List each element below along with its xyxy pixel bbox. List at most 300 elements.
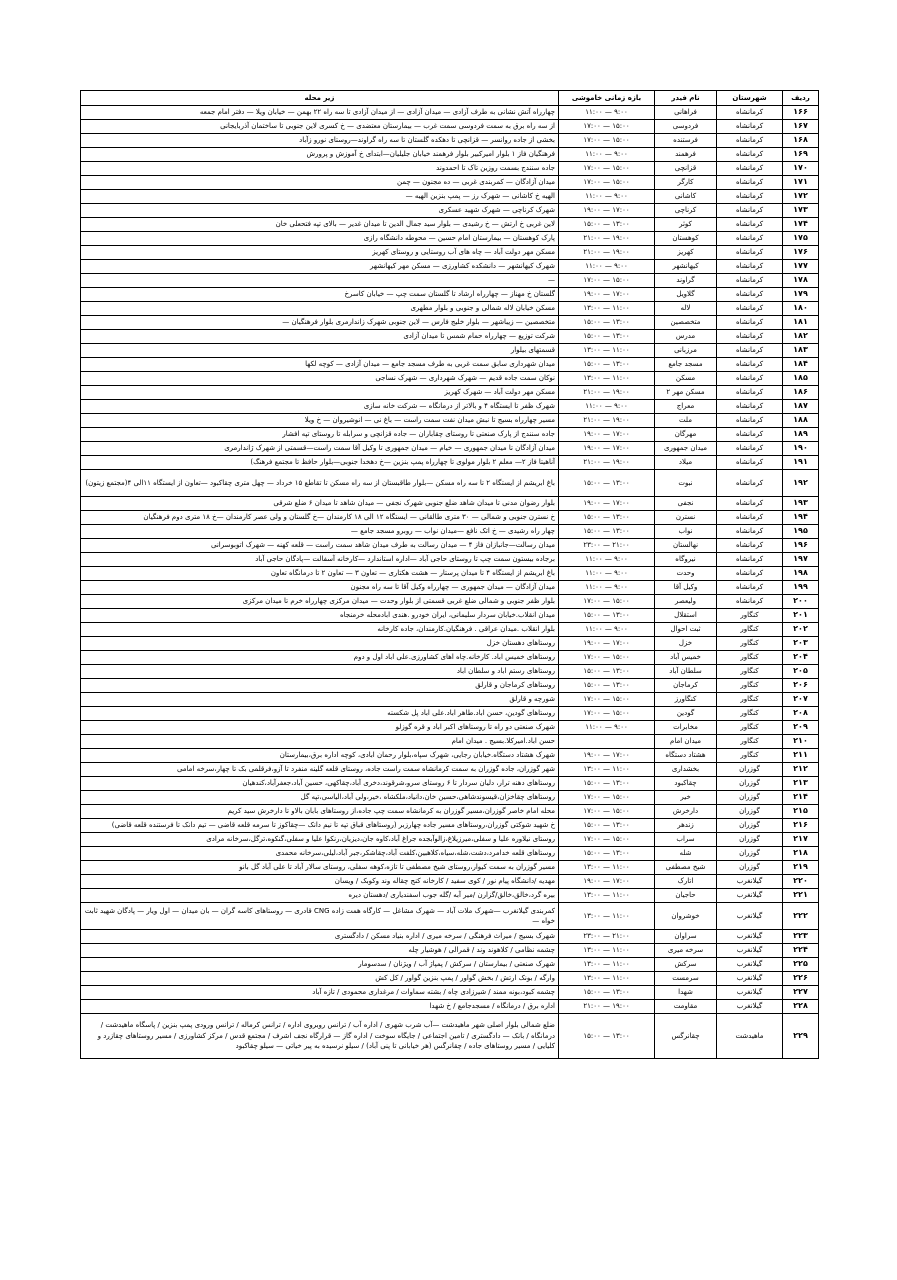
city-cell: گوزران: [717, 861, 783, 875]
city-cell: کرمانشاه: [717, 414, 783, 428]
feeder-cell: اتارک: [655, 875, 717, 889]
table-row: [81, 358, 819, 372]
time-range-cell: ۹:۰۰ — ۱۱:۰۰: [559, 581, 655, 595]
time-range-cell: ۱۳:۰۰ — ۱۵:۰۰: [559, 847, 655, 861]
row-number-cell: ۲۲۲: [783, 903, 819, 930]
sub-area-cell: میدان شهرداری سابق سمت غربی به طرف مسجد جامع — میدان آزادی — کوچه لکها: [81, 358, 559, 372]
table-row: [81, 386, 819, 400]
city-cell: گیلانغرب: [717, 930, 783, 944]
sub-area-cell: شهرک بسیج / میراث فرهنگی / سرخه میری / اداره بنیاد مسکن / دادگستری: [81, 930, 559, 944]
city-cell: کرمانشاه: [717, 539, 783, 553]
time-range-cell: ۹:۰۰ — ۱۱:۰۰: [559, 190, 655, 204]
sub-area-cell: برجاده بیستون سمت چپ تا روستای حاجی آباد —اداره استاندارد —کارخانه آسفالت —پادگان حاجی آباد: [81, 553, 559, 567]
time-range-cell: ۱۱:۰۰ — ۱۳:۰۰: [559, 972, 655, 986]
row-number-cell: ۱۸۹: [783, 428, 819, 442]
sub-area-cell: —: [81, 274, 559, 288]
row-number-cell: ۲۱۵: [783, 805, 819, 819]
city-cell: کرمانشاه: [717, 511, 783, 525]
sub-area-cell: بلوار انقلاب .میدان عراقی . فرهنگیان.کارمندان، جاده کارخانه: [81, 623, 559, 637]
table-row: [81, 777, 819, 791]
sub-area-cell: مسکن مهر دولت آباد — چاه های آب روستایی و روستای کهریز: [81, 246, 559, 260]
time-range-cell: ۹:۰۰ — ۱۱:۰۰: [559, 400, 655, 414]
table-row: [81, 162, 819, 176]
sub-area-cell: چشمه نظامی / کلاهوند وند / قمرالی / هوشیار چله: [81, 944, 559, 958]
sub-area-cell: شهرک هشتاد دستگاه.خیابان رجایی، شهرک سپاه،بلوار رحمان ابادی، کوچه اداره برق،بیمارستان: [81, 749, 559, 763]
city-cell: گوزران: [717, 847, 783, 861]
time-range-cell: ۱۷:۰۰ — ۱۹:۰۰: [559, 428, 655, 442]
time-range-cell: ۱۷:۰۰ — ۱۹:۰۰: [559, 637, 655, 651]
row-number-cell: ۱۸۰: [783, 302, 819, 316]
row-number-cell: ۱۸۵: [783, 372, 819, 386]
sub-area-cell: وارگه / بونک ارتش / بخش گواور / پمپ بنزین گواور / کل کش: [81, 972, 559, 986]
feeder-cell: فرهمند: [655, 148, 717, 162]
row-number-cell: ۲۰۸: [783, 707, 819, 721]
row-number-cell: ۲۲۹: [783, 1014, 819, 1059]
sub-area-cell: بخشی از جاده روانسر — قزانچی تا دهکده گلستان تا سه راه گراوند—روستای نورو زآباد: [81, 134, 559, 148]
table-row: [81, 539, 819, 553]
table-row: [81, 707, 819, 721]
row-number-cell: ۲۰۵: [783, 665, 819, 679]
table-row: [81, 260, 819, 274]
city-cell: کرمانشاه: [717, 330, 783, 344]
city-cell: کرمانشاه: [717, 497, 783, 511]
city-cell: ماهیدشت: [717, 1014, 783, 1059]
table-row: [81, 148, 819, 162]
row-number-cell: ۱۹۱: [783, 456, 819, 470]
city-cell: کنگاور: [717, 707, 783, 721]
city-cell: کنگاور: [717, 651, 783, 665]
time-range-cell: ۱۵:۰۰ — ۱۷:۰۰: [559, 134, 655, 148]
city-cell: کنگاور: [717, 749, 783, 763]
table-row: [81, 623, 819, 637]
feeder-cell: نبوت: [655, 470, 717, 497]
sub-area-cell: شرکت توزیع — چهارراه حمام شمس تا میدان آزادی: [81, 330, 559, 344]
sub-area-cell: روستاهای دهنه ترار، دلیان سردار تا ۶ روستای سرو،شرقوند،دخری آباد،چقاکهی، حسین آباد،جعفرآباد،کندهیان: [81, 777, 559, 791]
time-range-cell: ۱۱:۰۰ — ۱۳:۰۰: [559, 344, 655, 358]
feeder-cell: معراج: [655, 400, 717, 414]
sub-area-cell: باغ ابریشم از ایستگاه ۲ تا سه راه مسکن —بلوار طاقبستان از سه راه مسکن تا تقاطع ۱۵ خرداد — چهل متری چقاکبود —تعاون از ایستگاه ۱۱الی ۴(مجتمع زیتون): [81, 470, 559, 497]
sub-area-cell: مسکن مهر دولت آباد — شهرک کهریز: [81, 386, 559, 400]
feeder-cell: مسجد جامع: [655, 358, 717, 372]
table-row: [81, 847, 819, 861]
table-row: [81, 344, 819, 358]
time-range-cell: ۱۳:۰۰ — ۱۵:۰۰: [559, 609, 655, 623]
table-row: [81, 511, 819, 525]
sub-area-cell: پارک کوهستان — بیمارستان امام حسین — محوطه دانشگاه رازی: [81, 232, 559, 246]
sub-area-cell: شهرک کرناچی — شهرک شهید عسکری: [81, 204, 559, 218]
table-row: [81, 679, 819, 693]
time-range-cell: ۱۷:۰۰ — ۱۹:۰۰: [559, 442, 655, 456]
city-cell: کرمانشاه: [717, 246, 783, 260]
time-range-cell: ۱۵:۰۰ — ۱۷:۰۰: [559, 651, 655, 665]
sub-area-cell: شهرک صنعتی / بیمارستان / سرکش / پمپاژ آب / ویژنان / سدسومار: [81, 958, 559, 972]
time-range-cell: ۹:۰۰ — ۱۱:۰۰: [559, 553, 655, 567]
row-number-cell: ۲۱۳: [783, 777, 819, 791]
feeder-cell: مهرگان: [655, 428, 717, 442]
time-range-cell: ۱۹:۰۰ — ۲۱:۰۰: [559, 246, 655, 260]
time-range-cell: ۱۹:۰۰ — ۲۱:۰۰: [559, 456, 655, 470]
feeder-cell: مسکن: [655, 372, 717, 386]
city-cell: کرمانشاه: [717, 134, 783, 148]
city-cell: کرمانشاه: [717, 120, 783, 134]
time-range-cell: ۱۹:۰۰ — ۲۱:۰۰: [559, 414, 655, 428]
time-range-cell: ۱۳:۰۰ — ۱۵:۰۰: [559, 777, 655, 791]
time-range-cell: ۱۳:۰۰ — ۱۵:۰۰: [559, 218, 655, 232]
time-range-cell: ۱۱:۰۰ — ۱۳:۰۰: [559, 861, 655, 875]
sub-area-cell: کمربندی گیلانغرب —شهرک ملات آباد — شهرک مشاغل — کارگاه همت زاده CNG قادری — روستاهای کاسه گران — بان میدان — اول ویار — پادگان شهید ثابت خواه —: [81, 903, 559, 930]
table-row: [81, 232, 819, 246]
feeder-cell: فرستنده: [655, 134, 717, 148]
sub-area-cell: نوکان سمت جاده قدیم — شهرک شهرداری — شهرک نساجی: [81, 372, 559, 386]
sub-area-cell: روستاهای چقاخزان،قیسوندشاهی،حسین خان،دانیاد،ملکشاه ،خیر،ولی آباد،الیاسی،تپه گل: [81, 791, 559, 805]
time-range-cell: ۱۳:۰۰ — ۱۵:۰۰: [559, 679, 655, 693]
sub-area-cell: گلستان خ مهناز — چهارراه ارشاد تا گلستان سمت چپ — خیابان کاسرخ: [81, 288, 559, 302]
feeder-cell: چقانرگس: [655, 1014, 717, 1059]
sub-area-cell: روستاهای رستم اباد و سلطان اباد: [81, 665, 559, 679]
row-number-cell: ۱۹۳: [783, 497, 819, 511]
time-range-cell: ۹:۰۰ — ۱۱:۰۰: [559, 721, 655, 735]
feeder-cell: ملت: [655, 414, 717, 428]
row-number-cell: ۲۰۶: [783, 679, 819, 693]
city-cell: کرمانشاه: [717, 260, 783, 274]
sub-area-cell: مهدیه /دانشگاه پیام نور / کوی سفید / کارخانه کنج چقاله وند وکوبک / ویسان: [81, 875, 559, 889]
time-range-cell: ۱۱:۰۰ — ۱۳:۰۰: [559, 944, 655, 958]
city-cell: گوزران: [717, 805, 783, 819]
table-row: [81, 553, 819, 567]
feeder-cell: کوثر: [655, 218, 717, 232]
feeder-cell: میلاد: [655, 456, 717, 470]
row-number-cell: ۱۹۵: [783, 525, 819, 539]
feeder-cell: کارگر: [655, 176, 717, 190]
time-range-cell: ۱۷:۰۰ — ۱۹:۰۰: [559, 204, 655, 218]
feeder-cell: شله: [655, 847, 717, 861]
feeder-cell: نواب: [655, 525, 717, 539]
feeder-cell: ثبت احوال: [655, 623, 717, 637]
row-number-cell: ۱۶۶: [783, 106, 819, 120]
row-number-cell: ۱۷۰: [783, 162, 819, 176]
sub-area-cell: ضلع شمالی بلوار اصلی شهر ماهیدشت —آب شرب شهری / اداره آب / ترانس روبروی اداره / ترانس کرماله / ترانس ورودی پمپ بنزین / پاسگاه ماهیدشت / درمانگاه / بانک — دادگستری / تامین اجتماعی / جایگاه سوخت / اداره گاز — قرارگاه نجف اشرف / مجتمع قدس / مرکز کشاورزی / مسیر روستاهای چقازرد و کلیایی / مسیر روستاهای جاده / چقانرگس (هر خیابانی تا پنی آباد) / سیلو نرسیده به پیر خیاتی — سیلو چقاکبود: [81, 1014, 559, 1059]
table-row: [81, 246, 819, 260]
time-range-cell: ۱۳:۰۰ — ۱۵:۰۰: [559, 316, 655, 330]
time-range-cell: ۱۳:۰۰ — ۱۵:۰۰: [559, 986, 655, 1000]
feeder-cell: کیهانشهر: [655, 260, 717, 274]
row-number-cell: ۱۹۴: [783, 511, 819, 525]
table-row: [81, 875, 819, 889]
row-number-cell: ۱۸۴: [783, 358, 819, 372]
table-row: [81, 581, 819, 595]
table-row: [81, 302, 819, 316]
row-number-cell: ۲۰۲: [783, 623, 819, 637]
city-cell: کرمانشاه: [717, 288, 783, 302]
sub-area-cell: شورچه و قارلق: [81, 693, 559, 707]
table-row: [81, 861, 819, 875]
time-range-cell: ۱۵:۰۰ — ۱۷:۰۰: [559, 176, 655, 190]
feeder-cell: مرزبانی: [655, 344, 717, 358]
sub-area-cell: از سه راه برق به سمت فردوسی سمت غرب — بیمارستان معتضدی — خ کسری لاین جنوبی تا ساختمان آذربایجانی: [81, 120, 559, 134]
feeder-cell: کنگاورز: [655, 693, 717, 707]
time-range-cell: ۱۳:۰۰ — ۱۵:۰۰: [559, 1014, 655, 1059]
feeder-cell: قزانچی: [655, 162, 717, 176]
row-number-cell: ۲۲۷: [783, 986, 819, 1000]
city-cell: گیلانغرب: [717, 986, 783, 1000]
time-range-cell: ۲۱:۰۰ — ۲۳:۰۰: [559, 930, 655, 944]
feeder-cell: خیر: [655, 791, 717, 805]
sub-area-cell: روستاهای دهستان خزل: [81, 637, 559, 651]
time-range-cell: ۹:۰۰ — ۱۱:۰۰: [559, 106, 655, 120]
sub-area-cell: چهارراه آتش نشانی به طرف آزادی — میدان آزادی — از میدان آزادی تا سه راه ۲۲ بهمن — خیابان ویلا — دفتر امام جمعه: [81, 106, 559, 120]
time-range-cell: [559, 735, 655, 749]
row-number-cell: ۲۰۷: [783, 693, 819, 707]
sub-area-cell: شهرک صنعتی دو راه تا روستاهای اکبر اباد و قره گوزلو: [81, 721, 559, 735]
time-range-cell: ۱۱:۰۰ — ۱۳:۰۰: [559, 372, 655, 386]
sub-area-cell: چهار راه رشیدی — خ اتک نافع —میدان نواب — روبرو مسجد جامع —: [81, 525, 559, 539]
row-number-cell: ۱۷۳: [783, 204, 819, 218]
row-number-cell: ۲۰۹: [783, 721, 819, 735]
table-row: [81, 456, 819, 470]
time-range-cell: ۱۵:۰۰ — ۱۷:۰۰: [559, 274, 655, 288]
city-cell: کرمانشاه: [717, 148, 783, 162]
city-cell: گوزران: [717, 833, 783, 847]
row-number-cell: ۲۱۰: [783, 735, 819, 749]
time-range-cell: ۹:۰۰ — ۱۱:۰۰: [559, 260, 655, 274]
sub-area-cell: شهر گوزران، جاده گوزران به سمت کرمانشاه سمت راست جاده، روستای قلعه گلینه منفرد تا آزو،فرقلمی بک تا چهار،سرخه امامی: [81, 763, 559, 777]
row-number-cell: ۱۸۷: [783, 400, 819, 414]
table-row: [81, 595, 819, 609]
city-cell: کرمانشاه: [717, 595, 783, 609]
feeder-cell: دارخرش: [655, 805, 717, 819]
time-range-cell: ۱۷:۰۰ — ۱۹:۰۰: [559, 875, 655, 889]
time-range-cell: ۱۱:۰۰ — ۱۳:۰۰: [559, 302, 655, 316]
table-row: [81, 525, 819, 539]
feeder-cell: حاجیان: [655, 889, 717, 903]
row-number-cell: ۲۱۴: [783, 791, 819, 805]
header-time-range: بازه زمانی خاموشی: [559, 91, 655, 106]
header-feeder: نام فیدر: [655, 91, 717, 106]
time-range-cell: ۱۵:۰۰ — ۱۷:۰۰: [559, 162, 655, 176]
sub-area-cell: فرهنگیان فاز ۱ بلوار امیرکبیر بلوار فرهمند خیابان جلیلیان—ابتدای خ آموزش و پرورش: [81, 148, 559, 162]
sub-area-cell: الهیه خ کاشانی — شهرک رز — پمپ بنزین الهیه —: [81, 190, 559, 204]
row-number-cell: ۱۸۶: [783, 386, 819, 400]
table-row: [81, 958, 819, 972]
city-cell: کرمانشاه: [717, 567, 783, 581]
time-range-cell: ۱۱:۰۰ — ۱۳:۰۰: [559, 889, 655, 903]
city-cell: کرمانشاه: [717, 525, 783, 539]
feeder-cell: کوهستان: [655, 232, 717, 246]
sub-area-cell: میدان انقلاب.خیابان سردار سلیمانی، ایران خودرو .هندی ابادمحله خرمنجاه: [81, 609, 559, 623]
row-number-cell: ۱۶۷: [783, 120, 819, 134]
time-range-cell: ۱۵:۰۰ — ۱۷:۰۰: [559, 805, 655, 819]
table-row: [81, 428, 819, 442]
sub-area-cell: بلوار ظفر جنوبی و شمالی ضلع غربی قسمتی از بلوار وحدت — میدان مرکزی چهارراه خرم تا میدان مرکزی: [81, 595, 559, 609]
header-row-number: ردیف: [783, 91, 819, 106]
sub-area-cell: قسمتهای بیلوار: [81, 344, 559, 358]
city-cell: گیلانغرب: [717, 944, 783, 958]
feeder-cell: کهریز: [655, 246, 717, 260]
table-row: [81, 735, 819, 749]
feeder-cell: چقاکبود: [655, 777, 717, 791]
table-row: [81, 330, 819, 344]
row-number-cell: ۲۲۰: [783, 875, 819, 889]
feeder-cell: میدان امام: [655, 735, 717, 749]
table-row: [81, 665, 819, 679]
table-row: [81, 889, 819, 903]
table-row: [81, 470, 819, 497]
table-row: [81, 497, 819, 511]
city-cell: گیلانغرب: [717, 903, 783, 930]
sub-area-cell: میدان آزادگان — میدان جمهوری — چهارراه وکیل آقا تا سه راه مجنون: [81, 581, 559, 595]
row-number-cell: ۱۷۸: [783, 274, 819, 288]
city-cell: گوزران: [717, 791, 783, 805]
city-cell: گیلانغرب: [717, 875, 783, 889]
row-number-cell: ۲۱۹: [783, 861, 819, 875]
table-row: [81, 288, 819, 302]
row-number-cell: ۱۶۸: [783, 134, 819, 148]
sub-area-cell: روستاهای خمیس اباد. کارخانه.چاه اهای کشاورزی.علی اباد اول و دوم: [81, 651, 559, 665]
sub-area-cell: خ نسترن جنوبی و شمالی — ۳۰ متری طالقانی — ایستگاه ۱۲ الی ۱۸ کارمندان —خ گلستان و ولی عصر کارمندان —خ ۱۸ متری دوم فرهنگیان: [81, 511, 559, 525]
feeder-cell: ولیعصر: [655, 595, 717, 609]
city-cell: گوزران: [717, 819, 783, 833]
table-row: [81, 609, 819, 623]
time-range-cell: ۱۱:۰۰ — ۱۳:۰۰: [559, 763, 655, 777]
table-row: [81, 1014, 819, 1059]
sub-area-cell: روستای نیلاوره علیا و سفلی،میرزیلاغ،زالوآبجده جراغ آباد،کاوه جان،دیزیان،رنکوا علیا و سفلی،گنکوه،ترگل،سرخانه مرادی: [81, 833, 559, 847]
feeder-cell: مقاومت: [655, 1000, 717, 1014]
table-row: [81, 986, 819, 1000]
sub-area-cell: اداره برق / درمانگاه / مسجدجامع / خ شهدا: [81, 1000, 559, 1014]
city-cell: کرمانشاه: [717, 372, 783, 386]
feeder-cell: مسکن مهر ۲: [655, 386, 717, 400]
row-number-cell: ۲۱۸: [783, 847, 819, 861]
sub-area-cell: میدان آزادگان تا میدان جمهوری — خیام — میدان جمهوری تا وکیل آقا سمت راست—قسمتی از شهرک ژاندارمری: [81, 442, 559, 456]
time-range-cell: ۱۵:۰۰ — ۱۷:۰۰: [559, 693, 655, 707]
time-range-cell: ۱۱:۰۰ — ۱۳:۰۰: [559, 903, 655, 930]
table-row: [81, 106, 819, 120]
city-cell: کنگاور: [717, 735, 783, 749]
table-row: [81, 218, 819, 232]
row-number-cell: ۱۹۲: [783, 470, 819, 497]
row-number-cell: ۱۹۰: [783, 442, 819, 456]
time-range-cell: ۹:۰۰ — ۱۱:۰۰: [559, 148, 655, 162]
row-number-cell: ۲۰۰: [783, 595, 819, 609]
city-cell: کرمانشاه: [717, 316, 783, 330]
sub-area-cell: بیره گرد،خالق،خالق/گزارن /میر آبه /گله جوب اسفندیاری /دهستان دیره: [81, 889, 559, 903]
time-range-cell: ۱۹:۰۰ — ۲۱:۰۰: [559, 232, 655, 246]
city-cell: گیلانغرب: [717, 972, 783, 986]
feeder-cell: نجفی: [655, 497, 717, 511]
time-range-cell: ۱۹:۰۰ — ۲۱:۰۰: [559, 1000, 655, 1014]
table-row: [81, 930, 819, 944]
feeder-cell: فردوسی: [655, 120, 717, 134]
row-number-cell: ۲۰۳: [783, 637, 819, 651]
sub-area-cell: باغ ابریشم از ایستگاه ۴ تا میدان پرستار — هشت هکتاری — تعاون ۳ — تعاون ۲ تا درمانگاه تعاون: [81, 567, 559, 581]
row-number-cell: ۱۹۶: [783, 539, 819, 553]
sub-area-cell: آناهیتا فاز ۲— معلم ۲ بلوار مولوی تا چهارراه پمپ بنزین —خ دهخدا جنوبی—بلوار حافظ تا مجتمع فرهنگ): [81, 456, 559, 470]
sub-area-cell: روستاهای کرماجان و قارلق: [81, 679, 559, 693]
city-cell: کنگاور: [717, 637, 783, 651]
row-number-cell: ۲۲۶: [783, 972, 819, 986]
time-range-cell: ۲۱:۰۰ — ۲۳:۰۰: [559, 539, 655, 553]
time-range-cell: ۱۱:۰۰ — ۱۳:۰۰: [559, 958, 655, 972]
feeder-cell: نسترن: [655, 511, 717, 525]
row-number-cell: ۲۲۴: [783, 944, 819, 958]
row-number-cell: ۲۰۴: [783, 651, 819, 665]
city-cell: کرمانشاه: [717, 386, 783, 400]
city-cell: کنگاور: [717, 665, 783, 679]
feeder-cell: وکیل آقا: [655, 581, 717, 595]
table-row: [81, 442, 819, 456]
city-cell: کنگاور: [717, 693, 783, 707]
table-row: [81, 721, 819, 735]
time-range-cell: ۹:۰۰ — ۱۱:۰۰: [559, 567, 655, 581]
feeder-cell: مخابرات: [655, 721, 717, 735]
row-number-cell: ۲۱۶: [783, 819, 819, 833]
sub-area-cell: خ شهید شوکتی گوزران،روستاهای مسیر جاده چهارزبر (روستاهای قباق تپه تا نیم دانک —چقاکوز تا سرمه قلعه قاضی — تیم دانک تا فرستنده قلعه قاضی): [81, 819, 559, 833]
feeder-cell: وحدت: [655, 567, 717, 581]
time-range-cell: ۱۵:۰۰ — ۱۷:۰۰: [559, 791, 655, 805]
city-cell: کرمانشاه: [717, 106, 783, 120]
row-number-cell: ۱۸۱: [783, 316, 819, 330]
time-range-cell: ۱۵:۰۰ — ۱۷:۰۰: [559, 707, 655, 721]
city-cell: کرمانشاه: [717, 344, 783, 358]
time-range-cell: ۱۷:۰۰ — ۱۹:۰۰: [559, 749, 655, 763]
outage-table: [80, 90, 819, 1059]
sub-area-cell: روستاهای گودین، حسن اباد.طاهر اباد.علی اباد پل شکسته: [81, 707, 559, 721]
table-row: [81, 791, 819, 805]
city-cell: کرمانشاه: [717, 470, 783, 497]
sub-area-cell: متخصصین — زیباشهر — بلوار خلیج فارس — لاین جنوبی شهرک زاندارمری بلوار فرهنگیان —: [81, 316, 559, 330]
table-row: [81, 637, 819, 651]
feeder-cell: کاشانی: [655, 190, 717, 204]
city-cell: کرمانشاه: [717, 274, 783, 288]
feeder-cell: شیخ مصطفی: [655, 861, 717, 875]
feeder-cell: خزل: [655, 637, 717, 651]
feeder-cell: لاله: [655, 302, 717, 316]
header-city: شهرستان: [717, 91, 783, 106]
row-number-cell: ۱۷۲: [783, 190, 819, 204]
table-row: [81, 316, 819, 330]
table-row: [81, 204, 819, 218]
sub-area-cell: میدان آزادگان — کمربندی غربی — ده مجنون — چمن: [81, 176, 559, 190]
table-row: [81, 372, 819, 386]
city-cell: کرمانشاه: [717, 162, 783, 176]
row-number-cell: ۲۱۱: [783, 749, 819, 763]
table-row: [81, 400, 819, 414]
table-header-row: [81, 91, 819, 106]
table-row: [81, 693, 819, 707]
row-number-cell: ۱۷۹: [783, 288, 819, 302]
table-row: [81, 749, 819, 763]
feeder-cell: نهالستان: [655, 539, 717, 553]
sub-area-cell: جاده سنندج از پارک صنعتی تا روستای چقاباران — جاده قزانچی و سرابله تا روستای تپه افشار: [81, 428, 559, 442]
table-row: [81, 567, 819, 581]
header-sub-area: زیر محله: [81, 91, 559, 106]
sub-area-cell: حسن اباد.امیرکلا.بسیج . میدان امام: [81, 735, 559, 749]
sub-area-cell: مسیر چهارراه بسیج تا نبش میدان نفت سمت راست — باغ نی — انوشیروان — خ ویلا: [81, 414, 559, 428]
sub-area-cell: روستاهای قلعه خدامرد،دشت،شله،سیاه،کلاهبین،کلفت آباد،چقاشکر،جبر آباد،لیلی،سرخانه محمدی: [81, 847, 559, 861]
row-number-cell: ۲۰۱: [783, 609, 819, 623]
sub-area-cell: لاین غربی خ ارتش — خ رشیدی — بلوار سید جمال الدین تا میدان غدیر — بالای تپه فتحعلی خان: [81, 218, 559, 232]
time-range-cell: ۱۳:۰۰ — ۱۵:۰۰: [559, 665, 655, 679]
feeder-cell: گلاویل: [655, 288, 717, 302]
feeder-cell: گودین: [655, 707, 717, 721]
row-number-cell: ۱۷۵: [783, 232, 819, 246]
sub-area-cell: بلوار رضوان مدنی تا میدان شاهد ضلع جنوبی شهرک نجفی — میدان شاهد تا میدان ۶ ضلع شرقی: [81, 497, 559, 511]
feeder-cell: استقلال: [655, 609, 717, 623]
feeder-cell: نیروگاه: [655, 553, 717, 567]
table-row: [81, 120, 819, 134]
city-cell: گوزران: [717, 777, 783, 791]
feeder-cell: کرناچی: [655, 204, 717, 218]
